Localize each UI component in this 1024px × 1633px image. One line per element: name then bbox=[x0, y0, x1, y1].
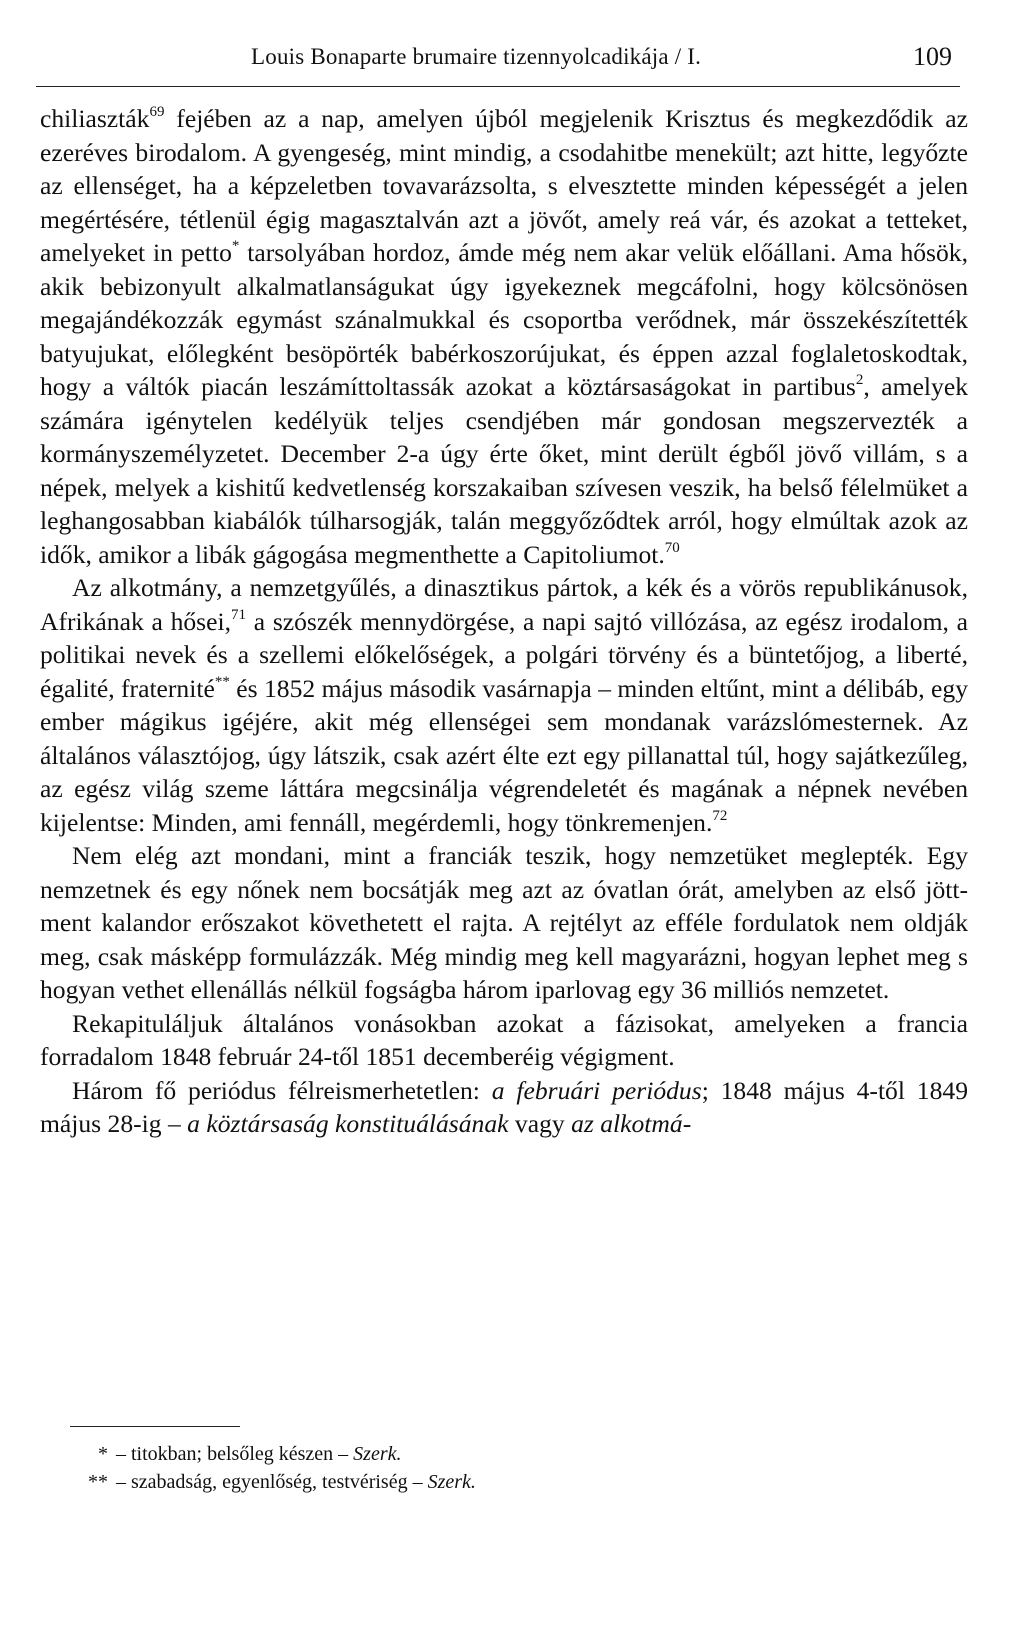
note-reference: ** bbox=[214, 673, 230, 690]
text-run: tarsolyában hordoz, ámde még nem akar velük előállani. Ama hősök, akik bebizonyult alkalmatlanságukat úgy igyekeznek megcáfolni, hogy kölcsönösen megajándékozzák egymást szánalmukkal és csoportba verődnek, már összekészítették batyujukat, előlegként besöpörték babérkoszorújukat, és éppen azzal foglaletoskodtak, hogy a váltók piacán leszámíttoltassák azokat a köztársaságokat in partibus bbox=[40, 238, 968, 401]
footnote bbox=[72, 1468, 932, 1496]
footnote-mark: ** bbox=[88, 1471, 108, 1493]
text-run: Nem elég azt mondani, mint a franciák teszik, hogy nemzetüket meglepték. Egy nemzetnek és egy nőnek nem bocsátják meg azt az óvatlan órát, amelyben az első jött-ment kalandor erőszakot követhetett el rajta. A rejtélyt az efféle fordulatok nem oldják meg, csak másképp formulázzák. Még mindig meg kell magyarázni, hogyan lephet meg s hogyan vethet ellenállás nélkül fogságba három iparlovag egy 36 milliós nemzetet. bbox=[40, 841, 968, 1004]
note-reference: 2 bbox=[855, 372, 864, 388]
footnotes bbox=[72, 1440, 932, 1496]
footnote bbox=[72, 1440, 932, 1468]
page-number: 109 bbox=[913, 42, 952, 71]
text-run: a szószék mennydörgése, a napi sajtó villózása, az egész irodalom, a politikai nevek és a szellemi előkelőségek, a polgári törvény és a büntetőjog, a liberté, égalité, fraternité bbox=[40, 606, 968, 703]
footnote-source: Szerk. bbox=[427, 1471, 476, 1493]
note-reference: 69 bbox=[149, 104, 165, 120]
footnote-divider bbox=[70, 1426, 240, 1427]
body-text bbox=[40, 102, 968, 1141]
text-run: fejében az a nap, amelyen újból megjelenik Krisztus és megkezdődik az ezeréves birodalom. A gyengeség, mint mindig, a csodahitbe menekült; azt hitte, legyőzte az ellenséget, ha a képzeletben tovavarázsolta, s elvesztette minden képességét a jelen megértésére, tétlenül égig magasztalván azt a jövőt, amely reá vár, és azokat a tetteket, amelyeket in petto bbox=[40, 104, 968, 267]
paragraph bbox=[40, 839, 968, 1007]
text-run: Az alkotmány, a nemzetgyűlés, a dinasztikus pártok, a kék és a vörös republikánusok, Afrikának a hősei, bbox=[40, 573, 968, 636]
running-title: Louis Bonaparte brumaire tizennyolcadikája / I. bbox=[251, 44, 702, 69]
footnote-text: – szabadság, egyenlőség, testvériség – bbox=[116, 1471, 423, 1493]
emphasized-text: az alkotmá- bbox=[571, 1109, 692, 1138]
text-run: vagy bbox=[508, 1109, 572, 1138]
paragraph bbox=[40, 1007, 968, 1074]
text-run: , amelyek számára igénytelen kedélyük teljes csendjében már gondosan megszervezték a kormányszemélyzetet. December 2-a úgy érte őket, mint derült égből jövő villám, s a népek, melyek a kishitű kedvetlenség korszakaiban szívesen veszik, ha belső félelmüket a leghangosabban kiabálók túlharsogják, talán meggyőződtek arról, hogy elmúltak azok az idők, amikor a libák gágogása megmenthette a Capitoliumot. bbox=[40, 372, 968, 569]
footnote-source: Szerk. bbox=[353, 1443, 402, 1465]
text-run: Három fő periódus félreismerhetetlen: bbox=[72, 1075, 492, 1105]
note-reference: * bbox=[231, 238, 240, 254]
note-reference: 72 bbox=[712, 807, 728, 824]
paragraph bbox=[40, 102, 968, 571]
text-run: Rekapituláljuk általános vonásokban azokat a fázisokat, amelyeken a francia forradalom 1848 február 24-től 1851 decemberéig végigment. bbox=[40, 1008, 968, 1071]
text-run: és 1852 május második vasárnapja – minden eltűnt, mint a délibáb, egy ember mágikus igéjére, akit még ellenségei sem mondanak varázslómesternek. Az általános választójog, úgy látszik, csak azért élte ezt egy pillanattal túl, hogy sajátkezűleg, az egész világ szeme láttára megcsinálja végrendeletét és magának a népnek nevében kijelentse: Minden, ami fennáll, megérdemli, hogy tönkremenjen. bbox=[40, 673, 968, 837]
text-run: ; 1848 május 4-től 1849 május 28-ig – bbox=[40, 1075, 968, 1138]
running-header bbox=[36, 42, 960, 87]
paragraph bbox=[40, 571, 968, 839]
emphasized-text: a februári periódus bbox=[491, 1075, 702, 1105]
emphasized-text: a köztársaság konstituálásának bbox=[187, 1109, 509, 1138]
note-reference: 71 bbox=[231, 606, 246, 623]
footnote-mark: * bbox=[98, 1443, 108, 1465]
text-run: chiliaszták bbox=[40, 104, 150, 133]
note-reference: 70 bbox=[664, 539, 680, 556]
paragraph bbox=[40, 1074, 968, 1141]
footnote-text: – titokban; belsőleg készen – bbox=[116, 1443, 349, 1465]
